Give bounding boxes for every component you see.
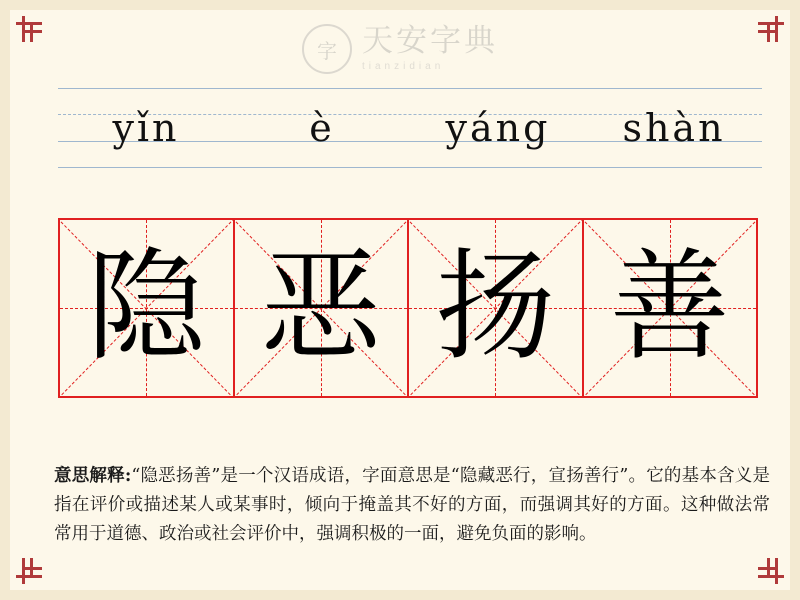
tianzige-cell [407, 218, 584, 398]
explanation-label: 意思解释: [54, 466, 132, 486]
tianzige-cell [58, 218, 235, 398]
watermark-subtitle: tianzidian [362, 61, 445, 72]
explanation-text: “隐恶扬善”是一个汉语成语，字面意思是“隐藏恶行，宣扬善行”。它的基本含义是指在评价或描述某人或某事时，倾向于掩盖其不好的方面，而强调其好的方面。这种做法常常用于道德、政治或社会评价中，强调积极的一面，避免负面的影响。 [54, 466, 770, 544]
seal-icon: 字 [302, 24, 352, 74]
character-grid [58, 218, 764, 398]
pinyin-syllable: yáng [445, 106, 551, 150]
pinyin-staff [58, 88, 762, 168]
corner-ornament-top-right [750, 16, 784, 50]
watermark-logo [10, 24, 790, 74]
character-glyph: 恶 [260, 238, 381, 377]
pinyin-syllable: è [309, 106, 335, 150]
pinyin-syllable: shàn [622, 106, 726, 150]
watermark-text [362, 23, 498, 72]
corner-ornament-bottom-left [16, 550, 50, 584]
corner-ornament-top-left [16, 16, 50, 50]
tianzige-cell [233, 218, 410, 398]
watermark-title: 天安字典 [362, 23, 498, 59]
explanation-block [54, 462, 770, 549]
character-glyph: 善 [609, 238, 730, 377]
pinyin-syllable: yǐn [112, 106, 180, 150]
character-glyph: 扬 [435, 238, 556, 377]
character-glyph: 隐 [86, 238, 207, 377]
pinyin-row [58, 88, 762, 168]
corner-ornament-bottom-right [750, 550, 784, 584]
tianzige-cell [582, 218, 759, 398]
